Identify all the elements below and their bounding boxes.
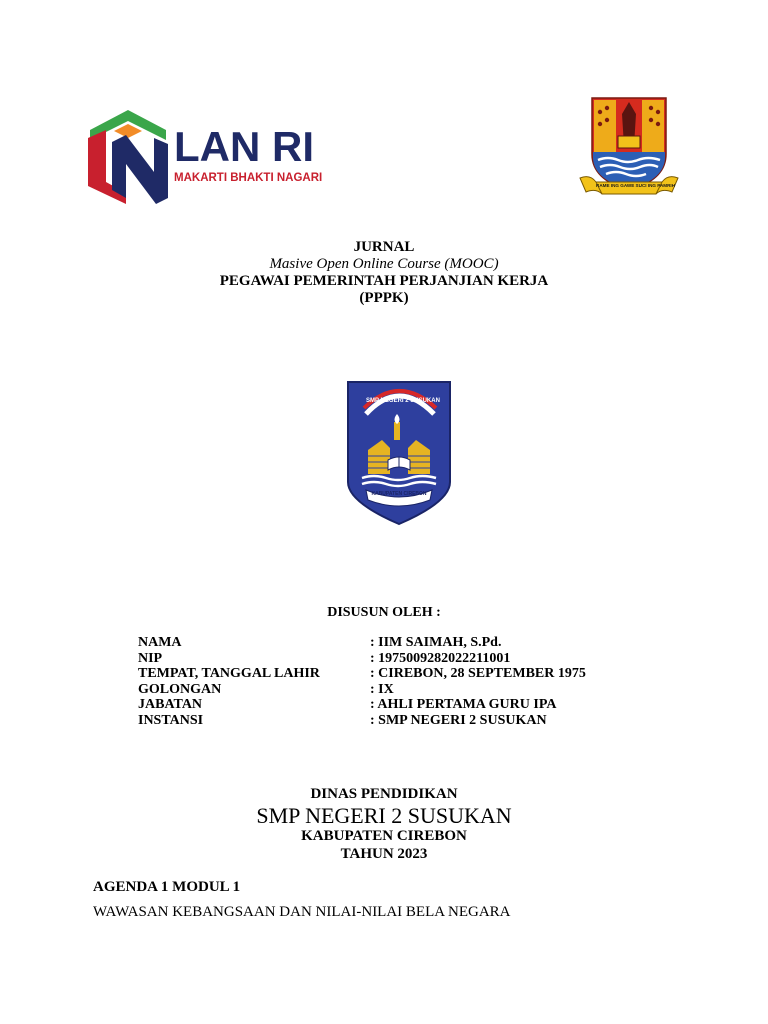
author-value-birth: : CIREBON, 28 SEPTEMBER 1975 <box>370 666 586 681</box>
kabupaten-cirebon-emblem <box>576 96 682 200</box>
school-emblem-ring-text: SMP NEGERI 2 SUSUKAN <box>366 398 440 404</box>
lan-ri-emblem-icon <box>86 108 170 206</box>
author-label-jabatan: JABATAN <box>138 697 203 712</box>
footer-year: TAHUN 2023 <box>340 846 428 862</box>
lan-ri-tagline: MAKARTI BHAKTI NAGARI <box>174 172 323 184</box>
footer-school: SMP NEGERI 2 SUSUKAN <box>256 803 512 828</box>
author-label-name: NAMA <box>138 635 182 650</box>
footer-dept: DINAS PENDIDIKAN <box>310 786 458 802</box>
doc-subtitle: Masive Open Online Course (MOOC) <box>269 256 499 272</box>
author-value-instansi: : SMP NEGERI 2 SUSUKAN <box>370 713 547 728</box>
author-label-birth: TEMPAT, TANGGAL LAHIR <box>138 666 320 681</box>
doc-title: JURNAL <box>353 239 415 255</box>
doc-program-line: PEGAWAI PEMERINTAH PERJANJIAN KERJA <box>219 273 549 289</box>
agenda-subtitle: WAWASAN KEBANGSAAN DAN NILAI-NILAI BELA NEGARA <box>93 904 511 920</box>
author-label-golongan: GOLONGAN <box>138 682 222 697</box>
lan-ri-brand-text: LAN RI <box>174 123 314 170</box>
author-value-name: : IIM SAIMAH, S.Pd. <box>370 635 502 650</box>
author-heading: DISUSUN OLEH : <box>327 605 441 620</box>
author-label-instansi: INSTANSI <box>138 713 204 728</box>
agenda-title: AGENDA 1 MODUL 1 <box>93 879 241 895</box>
author-value-nip: : 197500928202221100​1 <box>370 651 511 666</box>
author-value-golongan: : IX <box>370 682 394 697</box>
author-value-jabatan: : AHLI PERTAMA GURU IPA <box>370 697 557 712</box>
lan-ri-logo <box>86 108 323 206</box>
author-label-nip: NIP <box>138 651 163 666</box>
regency-motto: RAME ING GAWE SUCI ING PAMRIH <box>596 183 676 188</box>
doc-program-abbrev: (PPPK) <box>359 290 409 306</box>
footer-regency: KABUPATEN CIREBON <box>301 828 467 844</box>
school-emblem-ribbon-text: KABUPATEN CIREBON <box>371 491 427 497</box>
school-emblem <box>344 378 454 526</box>
